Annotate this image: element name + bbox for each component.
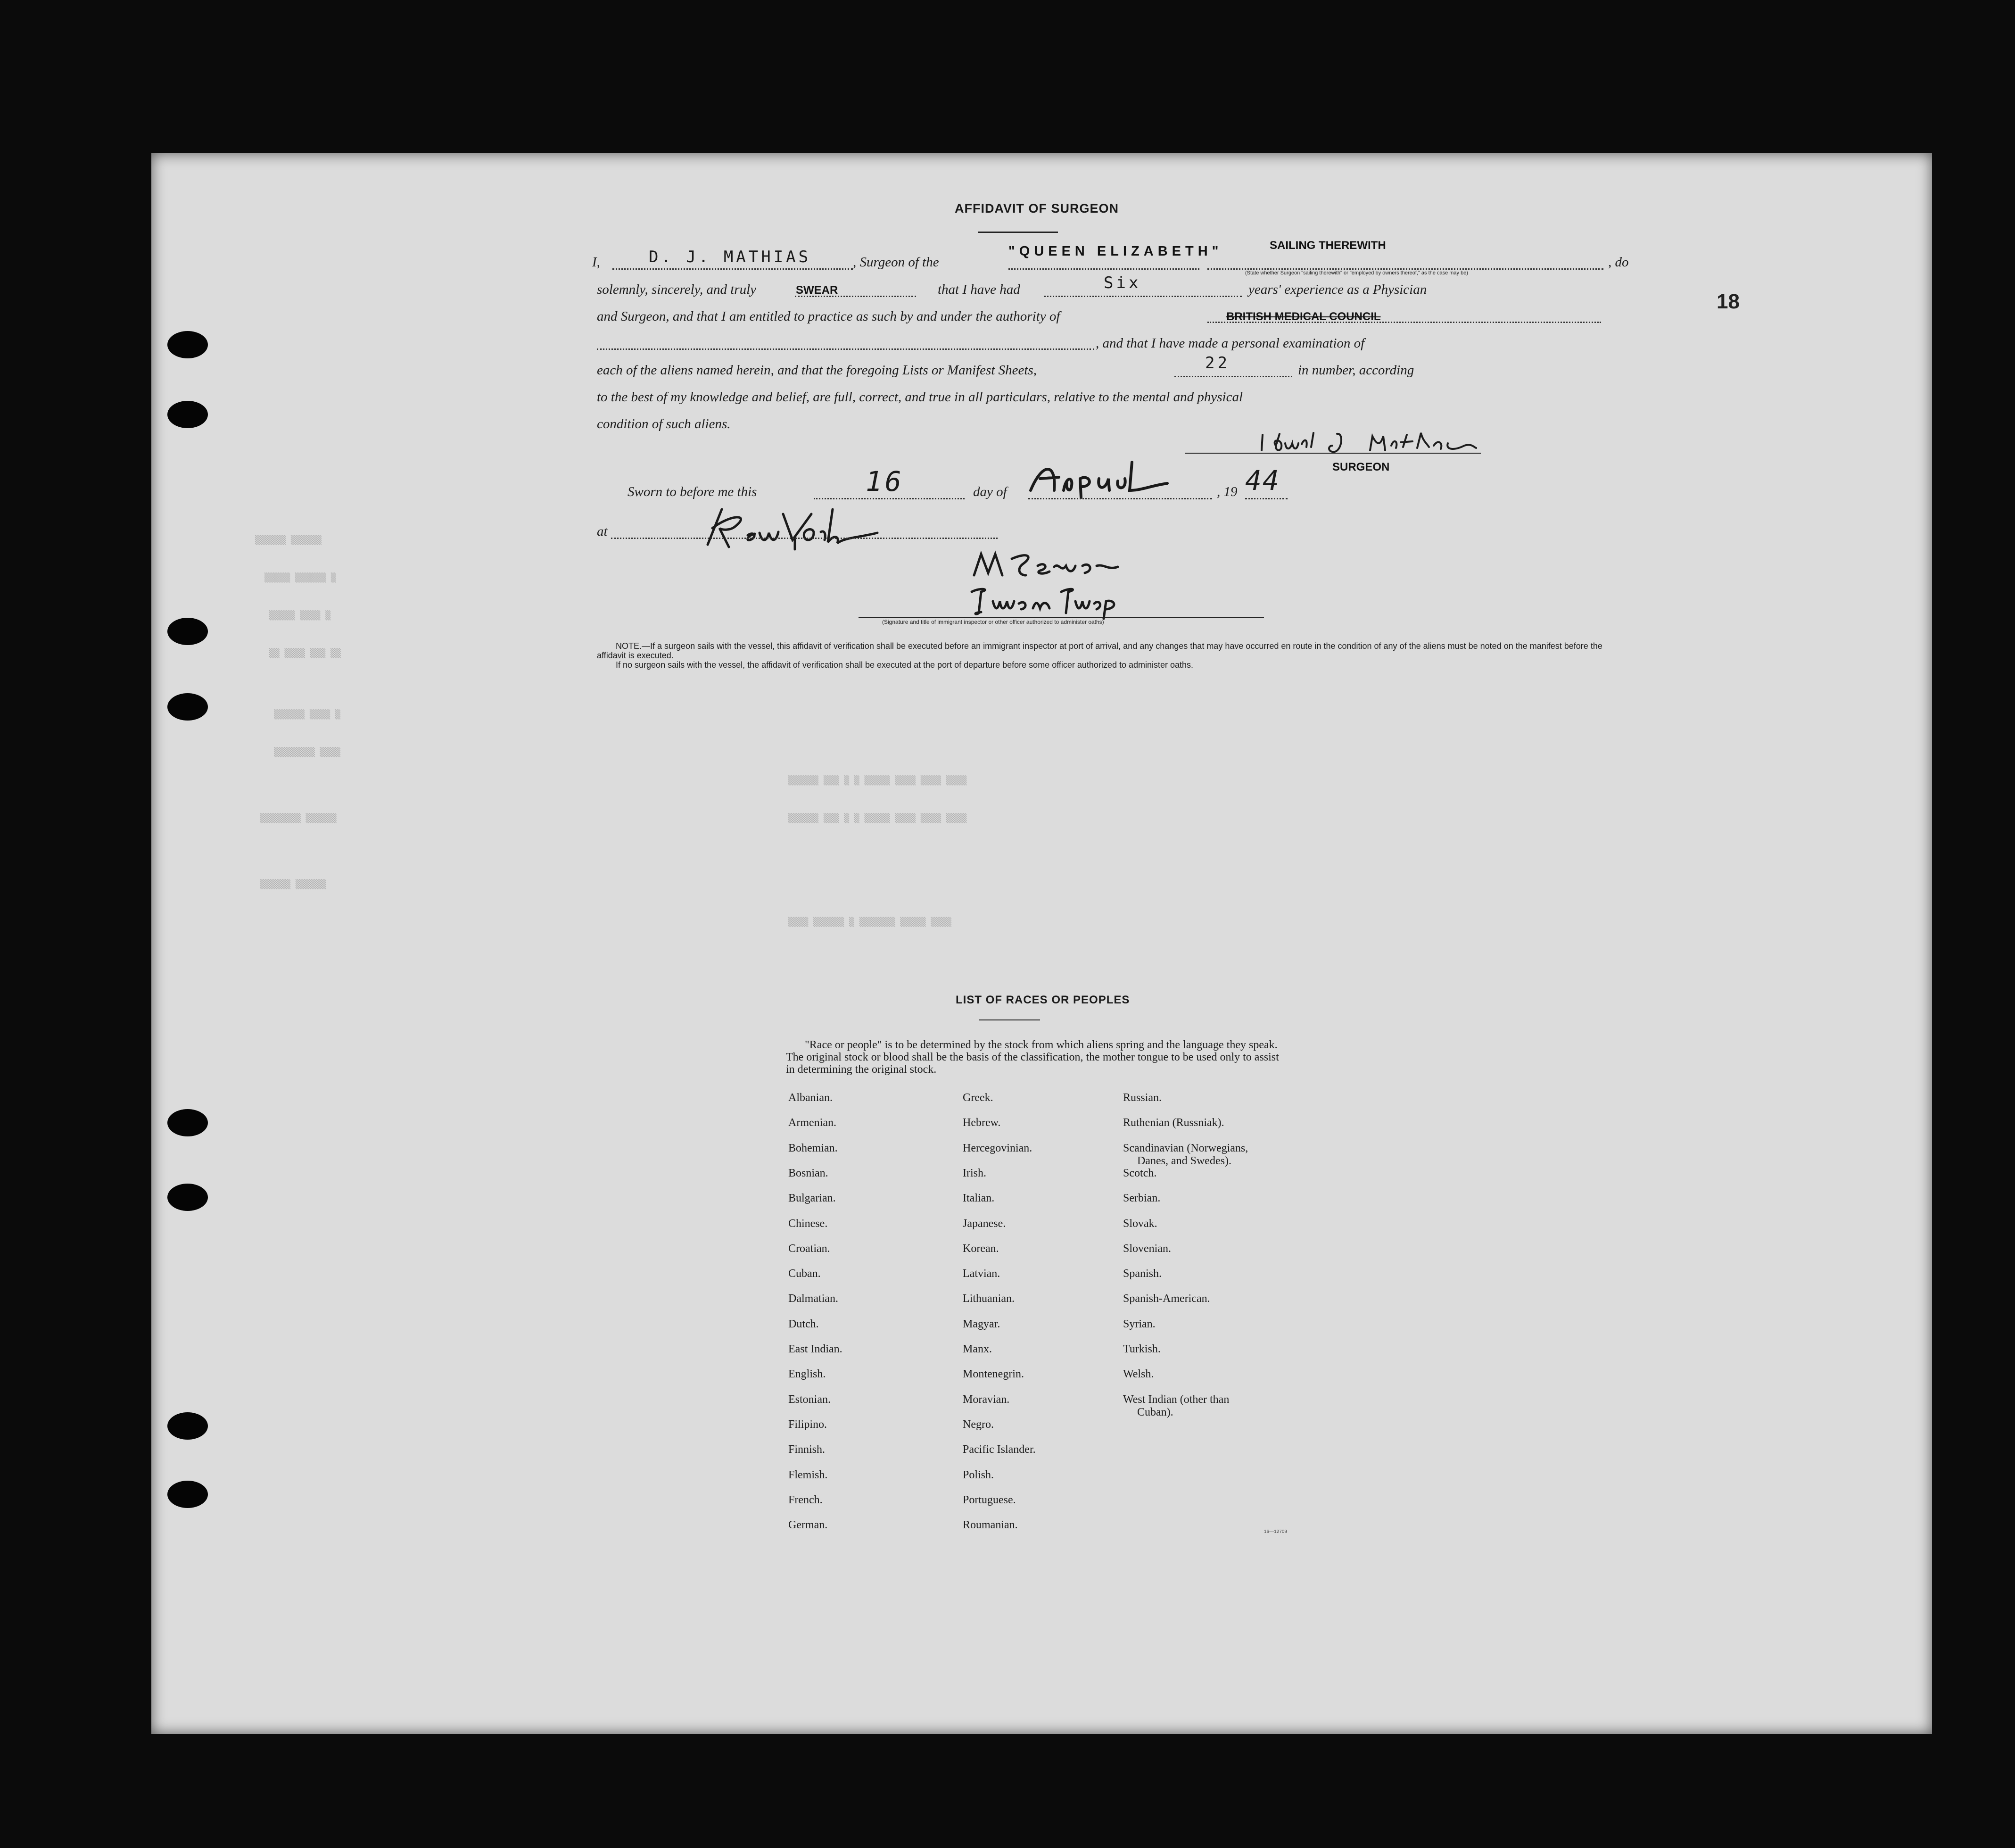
race-entry: Chinese. — [788, 1217, 828, 1230]
page-number: 18 — [1717, 290, 1740, 313]
race-entry: Pacific Islander. — [963, 1443, 1036, 1456]
note-paragraph-2: If no surgeon sails with the vessel, the affidavit of verification shall be executed at the port of departure before some officer authorized to administer oaths. — [616, 660, 1194, 670]
race-entry: Hercegovinian. — [963, 1142, 1032, 1154]
note-paragraph-1: —If a surgeon sails with the vessel, this affidavit of verification shall be executed before an immigrant inspector at port of arrival, and any changes that may have occurred en route in the condition of any of the aliens must be noted on the manifest before the affidavit is executed. — [597, 641, 1602, 660]
race-entry: Dalmatian. — [788, 1293, 838, 1305]
note-label: NOTE. — [616, 641, 642, 651]
affidavit-line5-prefix: each of the aliens named herein, and that the foregoing Lists or Manifest Sheets, — [597, 363, 1037, 378]
vessel-name: "QUEEN ELIZABETH" — [1008, 244, 1223, 259]
affidavit-line1-suffix: , do — [1608, 255, 1629, 270]
signature-caption: SURGEON — [1332, 461, 1390, 473]
affidavit-title: AFFIDAVIT OF SURGEON — [955, 201, 1119, 215]
race-entry: Lithuanian. — [963, 1293, 1015, 1305]
race-entry: Spanish-American. — [1123, 1293, 1210, 1305]
binder-hole — [167, 401, 208, 428]
sworn-year-printed: , 19 — [1217, 484, 1238, 499]
manifest-sheet-count: 22 — [1205, 354, 1230, 373]
race-entry: Armenian. — [788, 1117, 836, 1129]
sworn-day-of: day of — [973, 484, 1007, 499]
place-field-line — [611, 538, 998, 539]
race-entry: East Indian. — [788, 1343, 842, 1355]
race-entry: Cuban). — [1137, 1406, 1173, 1418]
bleed-through-text: ▒▒▒▒ ▒▒▒▒▒▒ ▒ ▒▒▒▒▒▒▒ ▒▒▒▒▒ ▒▒▒▒ — [788, 917, 951, 927]
race-entry: Greek. — [963, 1092, 993, 1104]
binder-hole — [167, 618, 208, 645]
affidavit-line3-text: and Surgeon, and that I am entitled to practice as such by and under the authority of — [597, 309, 1060, 324]
affidavit-line1-prefix: I, — [592, 255, 600, 270]
race-entry: Roumanian. — [963, 1519, 1018, 1532]
race-entry: Japanese. — [963, 1217, 1006, 1230]
officer-caption: (Signature and title of immigrant inspector or other officer authorized to administer oaths) — [882, 619, 1104, 625]
race-entry: French. — [788, 1493, 823, 1506]
affidavit-line2-suffix: years' experience as a Physician — [1248, 282, 1427, 297]
sworn-month-handwriting — [1028, 457, 1174, 500]
affidavit-line1-mid: , Surgeon of the — [853, 255, 939, 270]
month-field-line — [1028, 498, 1212, 499]
race-entry: Korean. — [963, 1242, 999, 1255]
officer-title-handwriting — [967, 585, 1127, 620]
race-entry: Scandinavian (Norwegians, — [1123, 1142, 1248, 1154]
race-entry: Ruthenian (Russniak). — [1123, 1117, 1224, 1129]
races-title-underline — [979, 1019, 1040, 1020]
race-entry: Russian. — [1123, 1092, 1162, 1104]
race-entry: Finnish. — [788, 1443, 826, 1456]
affidavit-line6-text: to the best of my knowledge and belief, are full, correct, and true in all particulars, relative to the mental and physical — [597, 389, 1243, 405]
race-entry: Turkish. — [1123, 1343, 1161, 1355]
race-entry: West Indian (other than — [1123, 1393, 1230, 1406]
binder-hole — [167, 331, 208, 358]
binder-hole — [167, 1481, 208, 1508]
sailing-note: (State whether Surgeon "sailing therewith" or "employed by owners thereof," as the case may be) — [1245, 270, 1468, 276]
day-field-line — [814, 498, 965, 499]
licensing-authority: BRITISH MEDICAL COUNCIL — [1226, 310, 1381, 323]
race-entry: Filipino. — [788, 1418, 827, 1431]
race-entry: Croatian. — [788, 1242, 830, 1255]
affidavit-note — [597, 641, 1629, 670]
race-entry: Scotch. — [1123, 1167, 1157, 1179]
races-title: LIST OF RACES OR PEOPLES — [956, 994, 1130, 1006]
bleed-through-text: ▒▒▒▒▒ ▒▒▒▒ ▒ — [269, 611, 331, 621]
race-entry: Portuguese. — [963, 1493, 1016, 1506]
affidavit-line2-prefix: solemnly, sincerely, and truly — [597, 282, 757, 297]
race-entry: Estonian. — [788, 1393, 831, 1406]
sworn-prefix: Sworn to before me this — [628, 484, 757, 499]
race-entry: Serbian. — [1123, 1192, 1161, 1205]
title-underline — [978, 232, 1058, 233]
race-entry: Negro. — [963, 1418, 994, 1431]
year-field-line — [1245, 498, 1288, 499]
race-entry: Manx. — [963, 1343, 992, 1355]
affidavit-line4-text: , and that I have made a personal examination of — [1096, 336, 1365, 351]
binder-hole — [167, 1109, 208, 1136]
oath-type: SWEAR — [796, 284, 838, 297]
bleed-through-text: ▒▒▒▒▒▒ ▒▒▒ ▒ ▒ ▒▒▒▒▒ ▒▒▒▒ ▒▒▒▒ ▒▒▒▒ — [788, 776, 967, 786]
binder-hole — [167, 1412, 208, 1440]
affidavit-line7-text: condition of such aliens. — [597, 416, 731, 431]
sailing-status: SAILING THEREWITH — [1270, 239, 1386, 252]
race-entry: Montenegrin. — [963, 1368, 1024, 1381]
sworn-day: 16 — [866, 465, 904, 497]
bleed-through-text: ▒▒▒▒▒▒▒▒ ▒▒▒▒▒▒ — [260, 813, 337, 823]
race-entry: Cuban. — [788, 1268, 821, 1280]
race-entry: English. — [788, 1368, 826, 1381]
race-entry: Syrian. — [1123, 1318, 1156, 1330]
sailing-field-line — [1207, 268, 1603, 270]
authority-continuation-line — [597, 348, 1094, 350]
binder-hole — [167, 1184, 208, 1211]
race-entry: Spanish. — [1123, 1268, 1162, 1280]
officer-signature-image — [967, 547, 1127, 582]
bleed-through-text: ▒▒▒▒▒▒ ▒▒▒▒▒▒ — [260, 879, 326, 889]
race-entry: Danes, and Swedes). — [1137, 1154, 1231, 1167]
sworn-year-written: 44 — [1245, 464, 1280, 497]
race-entry: Italian. — [963, 1192, 995, 1205]
race-entry: Bohemian. — [788, 1142, 838, 1154]
years-experience: Six — [1104, 273, 1141, 292]
race-entry: Bulgarian. — [788, 1192, 836, 1205]
surgeon-signature-image — [1257, 424, 1478, 462]
race-entry: Slovenian. — [1123, 1242, 1171, 1255]
affidavit-line5-suffix: in number, according — [1298, 363, 1414, 378]
surgeon-name: D. J. MATHIAS — [649, 248, 811, 266]
race-entry: Hebrew. — [963, 1117, 1001, 1129]
race-entry: Welsh. — [1123, 1368, 1154, 1381]
bleed-through-text: ▒▒▒▒▒▒▒▒ ▒▒▒▒ — [274, 747, 340, 757]
race-entry: Albanian. — [788, 1092, 833, 1104]
race-entry: Magyar. — [963, 1318, 1000, 1330]
bleed-through-text: ▒▒▒▒▒ ▒▒▒▒▒▒ ▒ — [264, 573, 336, 583]
race-entry: Polish. — [963, 1468, 994, 1481]
race-entry: Latvian. — [963, 1268, 1000, 1280]
bleed-through-text: ▒▒▒▒▒▒ ▒▒▒ ▒ ▒ ▒▒▒▒▒ ▒▒▒▒ ▒▒▒▒ ▒▒▒▒ — [788, 813, 967, 823]
officer-signature-line — [859, 617, 1264, 618]
binder-hole — [167, 693, 208, 721]
race-entry: German. — [788, 1519, 828, 1532]
race-entry: Dutch. — [788, 1318, 819, 1330]
race-entry: Bosnian. — [788, 1167, 828, 1179]
years-field-line — [1044, 296, 1242, 297]
surgeon-signature-line — [1185, 453, 1481, 454]
document-sheet — [151, 153, 1932, 1734]
race-entry: Moravian. — [963, 1393, 1010, 1406]
bleed-through-text: ▒▒▒▒▒▒ ▒▒▒▒▒▒ — [255, 535, 322, 545]
races-intro: "Race or people" is to be determined by the stock from which aliens spring and the language they speak. The original stock or blood shall be the basis of the classification, the mother tongue to be used only to assist in determining the original stock. — [786, 1039, 1279, 1076]
sheets-field-line — [1174, 376, 1292, 377]
affidavit-line2-mid: that I have had — [938, 282, 1020, 297]
place-handwriting — [703, 505, 882, 552]
form-number: 16—12709 — [1264, 1529, 1287, 1534]
race-entry: Flemish. — [788, 1468, 828, 1481]
name-field-line — [612, 268, 853, 270]
bleed-through-text: ▒▒▒▒▒▒ ▒▒▒▒ ▒ — [274, 710, 340, 720]
race-entry: Irish. — [963, 1167, 986, 1179]
vessel-field-line — [1008, 268, 1199, 270]
race-entry: Slovak. — [1123, 1217, 1157, 1230]
at-prefix: at — [597, 524, 608, 539]
bleed-through-text: ▒▒ ▒▒▒▒ ▒▒▒ ▒▒ — [269, 648, 341, 658]
